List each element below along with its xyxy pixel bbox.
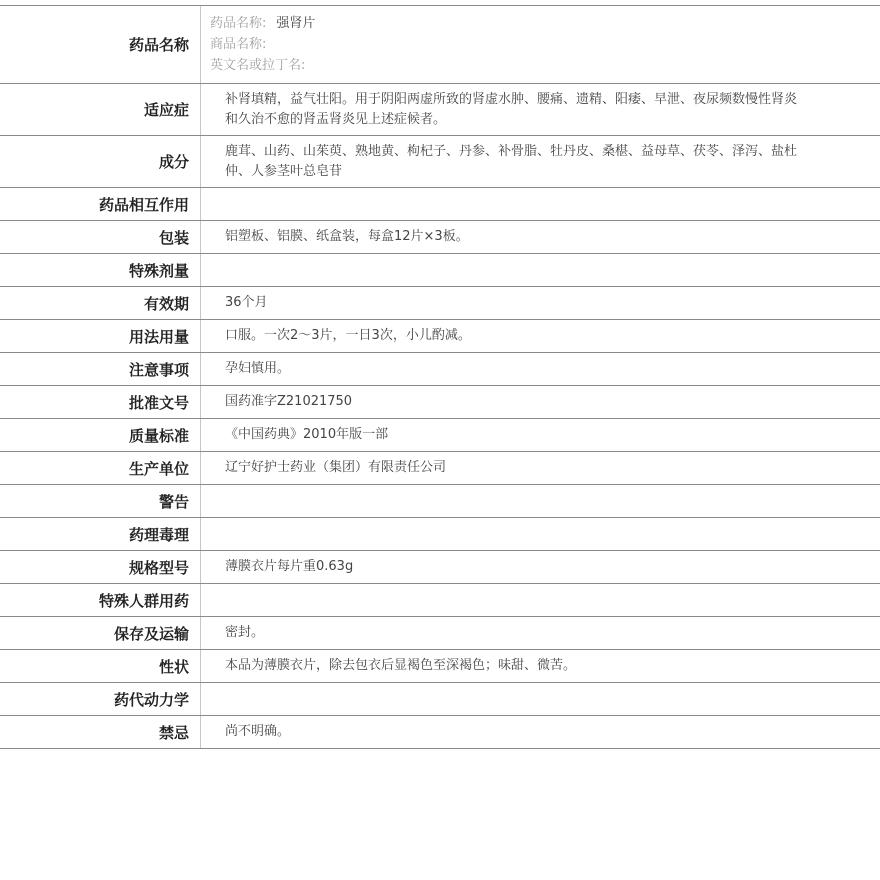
row-special-dosage <box>0 254 880 287</box>
row-label: 注意事项 <box>0 353 201 385</box>
row-packaging <box>0 221 880 254</box>
row-value-text: 尚不明确。 <box>225 724 291 739</box>
row-shelf-life <box>0 287 880 320</box>
row-approval-number <box>0 386 880 419</box>
row-label: 适应症 <box>0 84 201 135</box>
row-value-text: 辽宁好护士药业（集团）有限责任公司 <box>225 460 447 475</box>
row-value <box>201 353 880 385</box>
row-value-text: 补肾填精，益气壮阳。用于阴阳两虚所致的肾虚水肿、腰痛、遗精、阳痿、早泄、夜尿频数慢性肾炎和久治不愈的肾盂肾炎见上述症候者。 <box>225 91 798 127</box>
row-value-text: 铝塑板、铝膜、纸盒装，每盒12片×3板。 <box>225 229 469 244</box>
row-special-populations <box>0 584 880 617</box>
row-label: 有效期 <box>0 287 201 319</box>
latin-name-line <box>210 55 315 76</box>
row-pharmacokinetics <box>0 683 880 716</box>
row-value <box>201 6 880 83</box>
row-drug-name <box>0 6 880 84</box>
row-value <box>201 518 880 550</box>
row-label: 药理毒理 <box>0 518 201 550</box>
row-value <box>201 452 880 484</box>
row-label: 药代动力学 <box>0 683 201 715</box>
row-value <box>201 320 880 352</box>
row-value <box>201 485 880 517</box>
row-value-text: 口服。一次2～3片，一日3次，小儿酌减。 <box>225 328 471 343</box>
latin-name-key: 英文名或拉丁名: <box>210 58 306 73</box>
row-label: 药品名称 <box>0 6 201 83</box>
row-quality-standard <box>0 419 880 452</box>
row-manufacturer <box>0 452 880 485</box>
row-value <box>201 254 880 286</box>
row-value-text: 密封。 <box>225 625 265 640</box>
row-value <box>201 650 880 682</box>
row-dosage <box>0 320 880 353</box>
row-value <box>201 584 880 616</box>
row-storage <box>0 617 880 650</box>
row-label: 包装 <box>0 221 201 253</box>
row-value <box>201 716 880 748</box>
row-value <box>201 84 880 135</box>
row-label: 特殊剂量 <box>0 254 201 286</box>
row-label: 性状 <box>0 650 201 682</box>
row-label: 批准文号 <box>0 386 201 418</box>
row-precautions <box>0 353 880 386</box>
row-value <box>201 617 880 649</box>
row-value-text: 36个月 <box>225 295 268 310</box>
row-value-text: 孕妇慎用。 <box>225 361 291 376</box>
row-value <box>201 683 880 715</box>
row-value <box>201 287 880 319</box>
row-label: 保存及运输 <box>0 617 201 649</box>
row-value <box>201 136 880 187</box>
drug-info-table <box>0 5 880 749</box>
row-label: 药品相互作用 <box>0 188 201 220</box>
drug-name-line <box>210 13 315 34</box>
trade-name-line <box>210 34 276 55</box>
row-value-text: 国药准字Z21021750 <box>225 394 353 409</box>
row-description <box>0 650 880 683</box>
row-label: 规格型号 <box>0 551 201 583</box>
row-label: 禁忌 <box>0 716 201 748</box>
row-value-text: 本品为薄膜衣片，除去包衣后显褐色至深褐色；味甜、微苦。 <box>225 658 577 673</box>
row-warning <box>0 485 880 518</box>
row-value <box>201 188 880 220</box>
trade-name-key: 商品名称: <box>210 37 267 52</box>
row-value <box>201 386 880 418</box>
drug-name-key: 药品名称: <box>210 16 267 31</box>
row-value <box>201 419 880 451</box>
row-label: 成分 <box>0 136 201 187</box>
row-value-text: 鹿茸、山药、山茱萸、熟地黄、枸杞子、丹参、补骨脂、牡丹皮、桑椹、益母草、茯苓、泽泻、盐杜仲、人参茎叶总皂苷 <box>225 143 798 179</box>
row-label: 特殊人群用药 <box>0 584 201 616</box>
row-interactions <box>0 188 880 221</box>
row-contraindications <box>0 716 880 749</box>
row-label: 生产单位 <box>0 452 201 484</box>
row-label: 用法用量 <box>0 320 201 352</box>
row-ingredients <box>0 136 880 188</box>
row-indications <box>0 84 880 136</box>
row-value-text: 薄膜衣片每片重0.63g <box>225 559 354 574</box>
row-value-text: 《中国药典》2010年版一部 <box>225 427 389 442</box>
row-label: 质量标准 <box>0 419 201 451</box>
drug-name-value: 强肾片 <box>276 16 316 31</box>
row-label: 警告 <box>0 485 201 517</box>
row-value <box>201 221 880 253</box>
row-pharmacology <box>0 518 880 551</box>
row-value <box>201 551 880 583</box>
row-specification <box>0 551 880 584</box>
